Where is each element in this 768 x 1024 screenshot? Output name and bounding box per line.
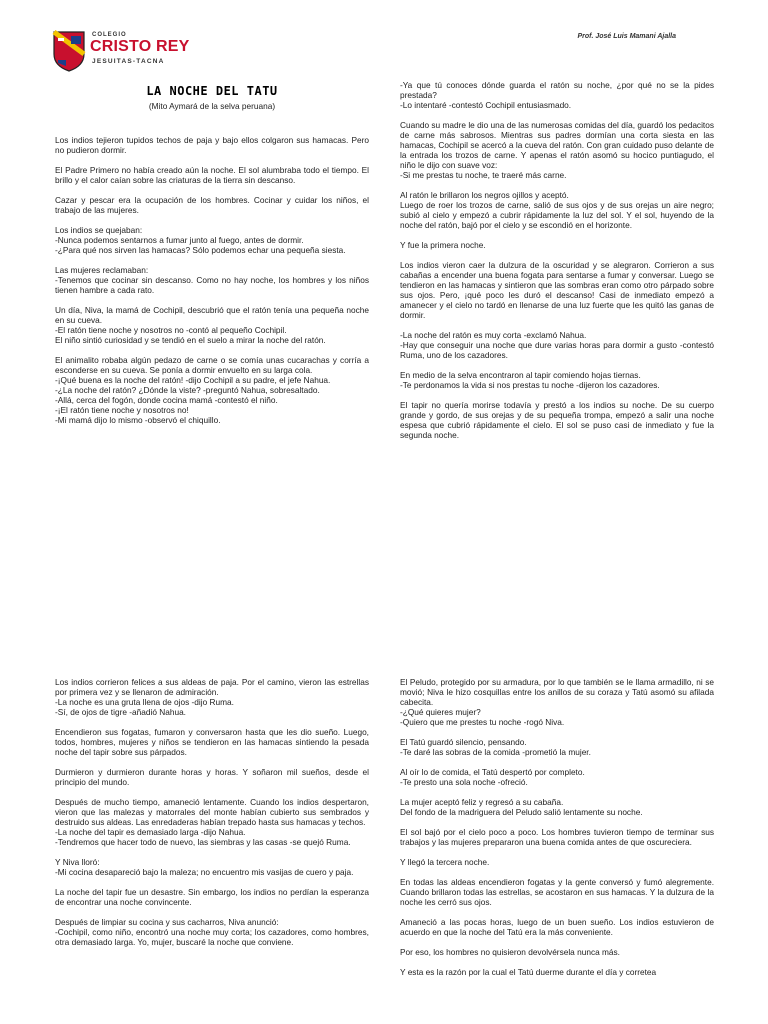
- paragraph: Al ratón le brillaron los negros ojillos y aceptó. Luego de roer los trozos de carne, salió de sus ojos y de sus orejas un aire negro; subió al cielo y empezó a cubrir rápidamente la luz del sol. Y el sol, huyendo de la noche del ratón, bajó por el cielo y se escondió en el horizonte.: [400, 190, 714, 230]
- paragraph: Los indios vieron caer la dulzura de la oscuridad y se alegraron. Corrieron a sus cabañas a encender una buena fogata para sentarse a fumar y conversar. Luego se tendieron en las hamacas y sintieron que las sombras eran como otro párpado sobre sus ojos. Pero, ¡qué poco les duró el descanso! Casi de inmediato empezó a amanecer y el cielo no tardó en llenarse de una luz fuerte que les quitó las ganas de dormir.: [400, 260, 714, 320]
- text-column-2: [400, 80, 714, 450]
- logo-school-name: CRISTO REY: [90, 38, 190, 55]
- paragraph: Al oír lo de comida, el Tatú despertó por completo. -Te presto una sola noche -ofreció.: [400, 767, 585, 787]
- paragraph: Las mujeres reclamaban: -Tenemos que cocinar sin descanso. Como no hay noche, los hombres y los niños tienen hambre a cada rato.: [55, 265, 369, 295]
- text-column-3: [55, 677, 369, 957]
- paragraph: Y fue la primera noche.: [400, 240, 486, 250]
- logo-college-label: COLEGIO: [92, 32, 127, 38]
- paragraph: Amaneció a las pocas horas, luego de un buen sueño. Los indios estuvieron de acuerdo en que la noche del Tatú era la más conveniente.: [400, 917, 714, 937]
- paragraph: El Padre Primero no había creado aún la noche. El sol alumbraba todo el tiempo. El brillo y el calor caían sobre las criaturas de la tierra sin descanso.: [55, 165, 369, 185]
- paragraph: Después de mucho tiempo, amaneció lentamente. Cuando los indios despertaron, vieron que las malezas y matorrales del monte habían cubierto sus sembrados y destruido sus aldeas. Las enredaderas habían trepado hasta sus hamacas y techos. -La noche del tapir es demasiado larga -dijo Nahua. -Tendremos que hacer todo de nuevo, las siembras y las casas -se quejó Ruma.: [55, 797, 369, 847]
- paragraph: En todas las aldeas encendieron fogatas y la gente conversó y fumó alegremente. Cuando brillaron todas las estrellas, se acostaron en sus hamacas. Y la dulzura de la noche les cerró sus ojos.: [400, 877, 714, 907]
- paragraph: Y llegó la tercera noche.: [400, 857, 490, 867]
- story-subtitle: (Mito Aymará de la selva peruana): [148, 101, 276, 111]
- paragraph: Cazar y pescar era la ocupación de los hombres. Cocinar y cuidar los niños, el trabajo de las mujeres.: [55, 195, 369, 215]
- story-title: LA NOCHE DEL TATU: [146, 84, 278, 98]
- paragraph: Y Niva lloró: -Mi cocina desapareció bajo la maleza; no encuentro mis vasijas de cuero y paja.: [55, 857, 354, 877]
- paragraph: El animalito robaba algún pedazo de carne o se comía unas cucarachas y corría a esconderse en su cueva. Se ponía a dormir envuelto en su larga cola. -¡Qué buena es la noche del ratón! -dijo Cochipil a su padre, el jefe Nahua. -¿La noche del ratón? ¿Dónde la viste? -preguntó Nahua, sobresaltado. -Allá, cerca del fogón, donde cocina mamá -contestó el niño. -¡El ratón tiene noche y nosotros no! -Mi mamá dijo lo mismo -observó el chiquillo.: [55, 355, 369, 425]
- author-name: Prof. José Luis Mamani Ajalla: [577, 33, 676, 40]
- paragraph: El Tatú guardó silencio, pensando. -Te daré las sobras de la comida -prometió la mujer.: [400, 737, 591, 757]
- logo-school-subtitle: JESUITAS-TACNA: [92, 58, 165, 65]
- paragraph: Por eso, los hombres no quisieron devolvérsela nunca más.: [400, 947, 620, 957]
- paragraph: La mujer aceptó feliz y regresó a su cabaña. Del fondo de la madriguera del Peludo salió lentamente su noche.: [400, 797, 643, 817]
- text-column-1: [55, 135, 369, 435]
- paragraph: El sol bajó por el cielo poco a poco. Los hombres tuvieron tiempo de terminar sus trabajos y las mujeres prepararon una buena comida antes de que oscureciera.: [400, 827, 714, 847]
- text-column-4: [400, 677, 714, 987]
- school-shield-icon: [52, 30, 86, 72]
- paragraph: -La noche del ratón es muy corta -exclamó Nahua. -Hay que conseguir una noche que dure varias horas para dormir a gusto -contestó Ruma, uno de los cazadores.: [400, 330, 714, 360]
- paragraph: -Ya que tú conoces dónde guarda el ratón su noche, ¿por qué no se la pides prestada? -Lo intentaré -contestó Cochipil entusiasmado.: [400, 80, 714, 110]
- paragraph: La noche del tapir fue un desastre. Sin embargo, los indios no perdían la esperanza de encontrar una noche convincente.: [55, 887, 369, 907]
- paragraph: En medio de la selva encontraron al tapir comiendo hojas tiernas. -Te perdonamos la vida si nos prestas tu noche -dijeron los cazadores.: [400, 370, 660, 390]
- paragraph: Encendieron sus fogatas, fumaron y conversaron hasta que les dio sueño. Luego, todos, hombres, mujeres y niños se tendieron en las hamacas sintiendo la pesada noche del tapir sobre sus párpados.: [55, 727, 369, 757]
- paragraph: Los indios se quejaban: -Nunca podemos sentarnos a fumar junto al fuego, antes de dormir. -¿Para qué nos sirven las hamacas? Sólo podemos echar una pequeña siesta.: [55, 225, 346, 255]
- paragraph: El Peludo, protegido por su armadura, por lo que también se le llama armadillo, ni se movió; Niva le hizo cosquillas entre los anillos de su coraza y Tatú asomó su afilada cabecita. -¿Qué quieres mujer? -Quiero que me prestes tu noche -rogó Niva.: [400, 677, 714, 727]
- paragraph: Después de limpiar su cocina y sus cacharros, Niva anunció: -Cochipil, como niño, encontró una noche muy corta; los cazadores, como hombres, otra demasiado larga. Yo, mujer, buscaré la noche que conviene.: [55, 917, 369, 947]
- paragraph: Un día, Niva, la mamá de Cochipil, descubrió que el ratón tenía una pequeña noche en su cueva. -El ratón tiene noche y nosotros no -contó al pequeño Cochipil. El niño sintió curiosidad y se tendió en el suelo a mirar la noche del ratón.: [55, 305, 369, 345]
- paragraph: Los indios tejieron tupidos techos de paja y bajo ellos colgaron sus hamacas. Pero no pudieron dormir.: [55, 135, 369, 155]
- paragraph: Cuando su madre le dio una de las numerosas comidas del día, guardó los pedacitos de carne más sabrosos. Mientras sus padres dormían una corta siesta en las hamacas, Cochipil se acercó a la cueva del ratón. Con gran cuidado puso delante de la entrada los trozos de carne. Y apenas el ratón asomó su hocico puntiagudo, el niño le dijo con suave voz: -Si me prestas tu noche, te traeré más carne.: [400, 120, 714, 180]
- paragraph: Y esta es la razón por la cual el Tatú duerme durante el día y corretea: [400, 967, 657, 977]
- school-logo: [52, 30, 192, 72]
- paragraph: El tapir no quería morirse todavía y prestó a los indios su noche. De su cuerpo grande y gordo, de sus orejas y de su pequeña trompa, empezó a salir una noche espesa que cubrió rápidamente el cielo. El sol se puso casi de inmediato y fue la segunda noche.: [400, 400, 714, 440]
- paragraph: Los indios corrieron felices a sus aldeas de paja. Por el camino, vieron las estrellas por primera vez y se llenaron de admiración. -La noche es una gruta llena de ojos -dijo Ruma. -Sí, de ojos de tigre -añadió Nahua.: [55, 677, 369, 717]
- paragraph: Durmieron y durmieron durante horas y horas. Y soñaron mil sueños, desde el principio del mundo.: [55, 767, 369, 787]
